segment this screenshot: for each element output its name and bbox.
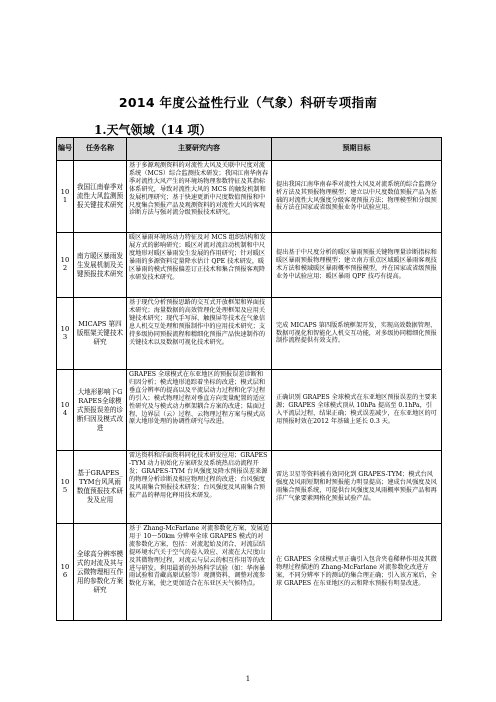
row-content: 暖区暴雨环境场动力特征及对 MCS 组织结构和发展方式的影响研究；暖区对流对流启动机制和中尺度地形对暖区暴雨发生发展的作用研究；针对暖区暴雨的多源资料定量降水估计 QPE 技术研发，暖区暴雨的模式预报偏差订正技术和集合预报客观降水研发技术研究。 <box>127 233 272 298</box>
section-heading: 1.天气领域（14 项） <box>94 123 212 137</box>
row-name: 南方暖区暴雨发生发展机制及关键预报技术研究 <box>74 233 127 298</box>
row-name: 我国江南春季对流性大风监测预报关键技术研究 <box>74 161 127 233</box>
header-name: 任务名称 <box>74 138 127 161</box>
row-goal: 完成 MICAPS 第四版系统框架开发，实现高效数据管理、数据可视化和智能化人机交互功能，对多级协同精细化预报制作流程提供有效支持。 <box>272 298 442 370</box>
row-id: 101 <box>57 161 74 233</box>
row-content: 基于多源观测资料的对流性大风及关联中尺度对流系统（MCS）综合监测技术研发；我国江南华南春季对流性大风产生的环境场物理参数特征及其指标体系研究，导致对流性大风的 MCS 的触发机制和发展机理研究；基于快速更新中尺度数值预报和中尺度集合预报产品及观测资料的对流性大风的客观诊断方法与强对流分级预报技术研究。 <box>127 161 272 233</box>
table-row <box>57 233 442 298</box>
row-content: 基于 Zhang-McFarlane 对流参数化方案，发展适用于 10～50km 分辨率全球 GRAPES 模式的对流参数化方案，包括：对流起始及闭合、对流层结提环境水汽关于空气的卷入效应、对流在大尺度山及其微物理过程，对流云与层云的相互作用等的改进与研发。利用最新的外场科学试验（如：华南暴雨试验和青藏高原试验等）观测资料，调整对流参数化方案，使之更加适合在东亚区天气候特点。 <box>127 524 272 621</box>
document-title: 2014 年度公益性行业（气象）科研专项指南 <box>118 95 378 110</box>
row-name: MICAPS 第四版框架关键技术研究 <box>74 298 127 370</box>
row-content: 基于现代分析预报思路的交互式开放框架和界面技术研究；海量数据的高效管理化处理框架及应用关键技术研究；现代手写屏、触摸屏等技术在气象信息人机交互处理和预报制作中的应用技术研究；支持多级协同预报流程和精细化预报产品快速制作的关键技术以及数据可视化技术研究。 <box>127 298 272 370</box>
row-content: 雷达资料和洋面资料同化技术研发应用；GRAPES-TYM 动力初始化方案研发及系统热启动流程开发；GRAPES-TYM 台风强度及降水预报误差来源的物理分析诊断及相应物理过程的改进；台风强度及风雨集合预报技术研发；台风强度及风雨集合预报产品的释用化释用技术研发。 <box>127 451 272 524</box>
header-goal: 预期目标 <box>272 138 442 161</box>
row-content: GRAPES 全球模式在东亚地区的预报误差诊断和归因分析；模式地形追踪着坐标的改进；模式层和垂直分辨率的提高以及平流层动力过程和化学过程的引入；模式物理过程对垂直方向变量配置的适应性研究及与模式动力框架耦合方案的改进；陆面过程、边界层（云）过程、云物理过程方案与模式高原大地形处理的协调性研究与改进。 <box>127 370 272 451</box>
row-id: 102 <box>57 233 74 298</box>
row-name: 大地形影响下GRAPES全球模式预报误差的诊断归因及模式改进 <box>74 370 127 451</box>
row-id: 105 <box>57 451 74 524</box>
row-goal: 雷达卫星等资料被有效同化到 GRAPES-TYM；模式台风强度及风雨短期和时预报能力明显提高；建成台风强度及风雨集合预报系统，可提供台风强度及风雨概率预报产品和再洋广气象要素网格化预报试验产品。 <box>272 451 442 524</box>
header-content: 主要研究内容 <box>127 138 272 161</box>
row-id: 104 <box>57 370 74 451</box>
row-goal: 提出基于中尺度分析的暖区暴雨预报关键物理量诊断指标和暖区暴雨预报物理模型；建立南方重点区域暖区暴雨客观技术方法和模域暖区暴雨概率预报模型，并在国家或省级预报业务中试验应用；暖区暴雨 QPF 技巧有提高。 <box>272 233 442 298</box>
table-row <box>57 298 442 370</box>
row-id: 106 <box>57 524 74 621</box>
header-id: 编号 <box>57 138 74 161</box>
table-row <box>57 451 442 524</box>
row-name: 基于GRAPES_TYM台风风雨数值预报技术研发及应用 <box>74 451 127 524</box>
row-goal: 在 GRAPES 全球模式里正确引入包含夹卷稀释作用及其微物理过程描述的 Zhang-McFarlane 对流参数化改进方案，不同分辨率下的测试的集合理正确；引入该方案后，全球 GRAPES 在东亚地区的云和降水预报有明显改进。 <box>272 524 442 621</box>
page-number: 1 <box>245 675 251 683</box>
row-goal: 提出我国江南华南春季对流性大风及对流系统的综合监测分析方法及其预报物理模型；建立以中尺度数值预报产品为基础的对流性大风强度分级客观预报方法；物理模型和分级预报方法在国家或省级预报业务中试验应用。 <box>272 161 442 233</box>
row-id: 103 <box>57 298 74 370</box>
project-table <box>56 137 442 621</box>
table-row <box>57 161 442 233</box>
row-name: 全球高分辨率模式的对流及其与云微物理相互作用的参数化方案研究 <box>74 524 127 621</box>
row-goal: 正确识别 GRAPES 全球模式在东亚地区预报误差的主要来源；GRAPES 全球模式顶从 10hPa 提高至 0.1hPa，引入平流层过程，结果正确；模式误差减少，在东亚地区的可用预报时效在2012 年基础上延长 0.3 天。 <box>272 370 442 451</box>
table-row <box>57 370 442 451</box>
table-row <box>57 524 442 621</box>
table-header-row <box>57 138 442 161</box>
